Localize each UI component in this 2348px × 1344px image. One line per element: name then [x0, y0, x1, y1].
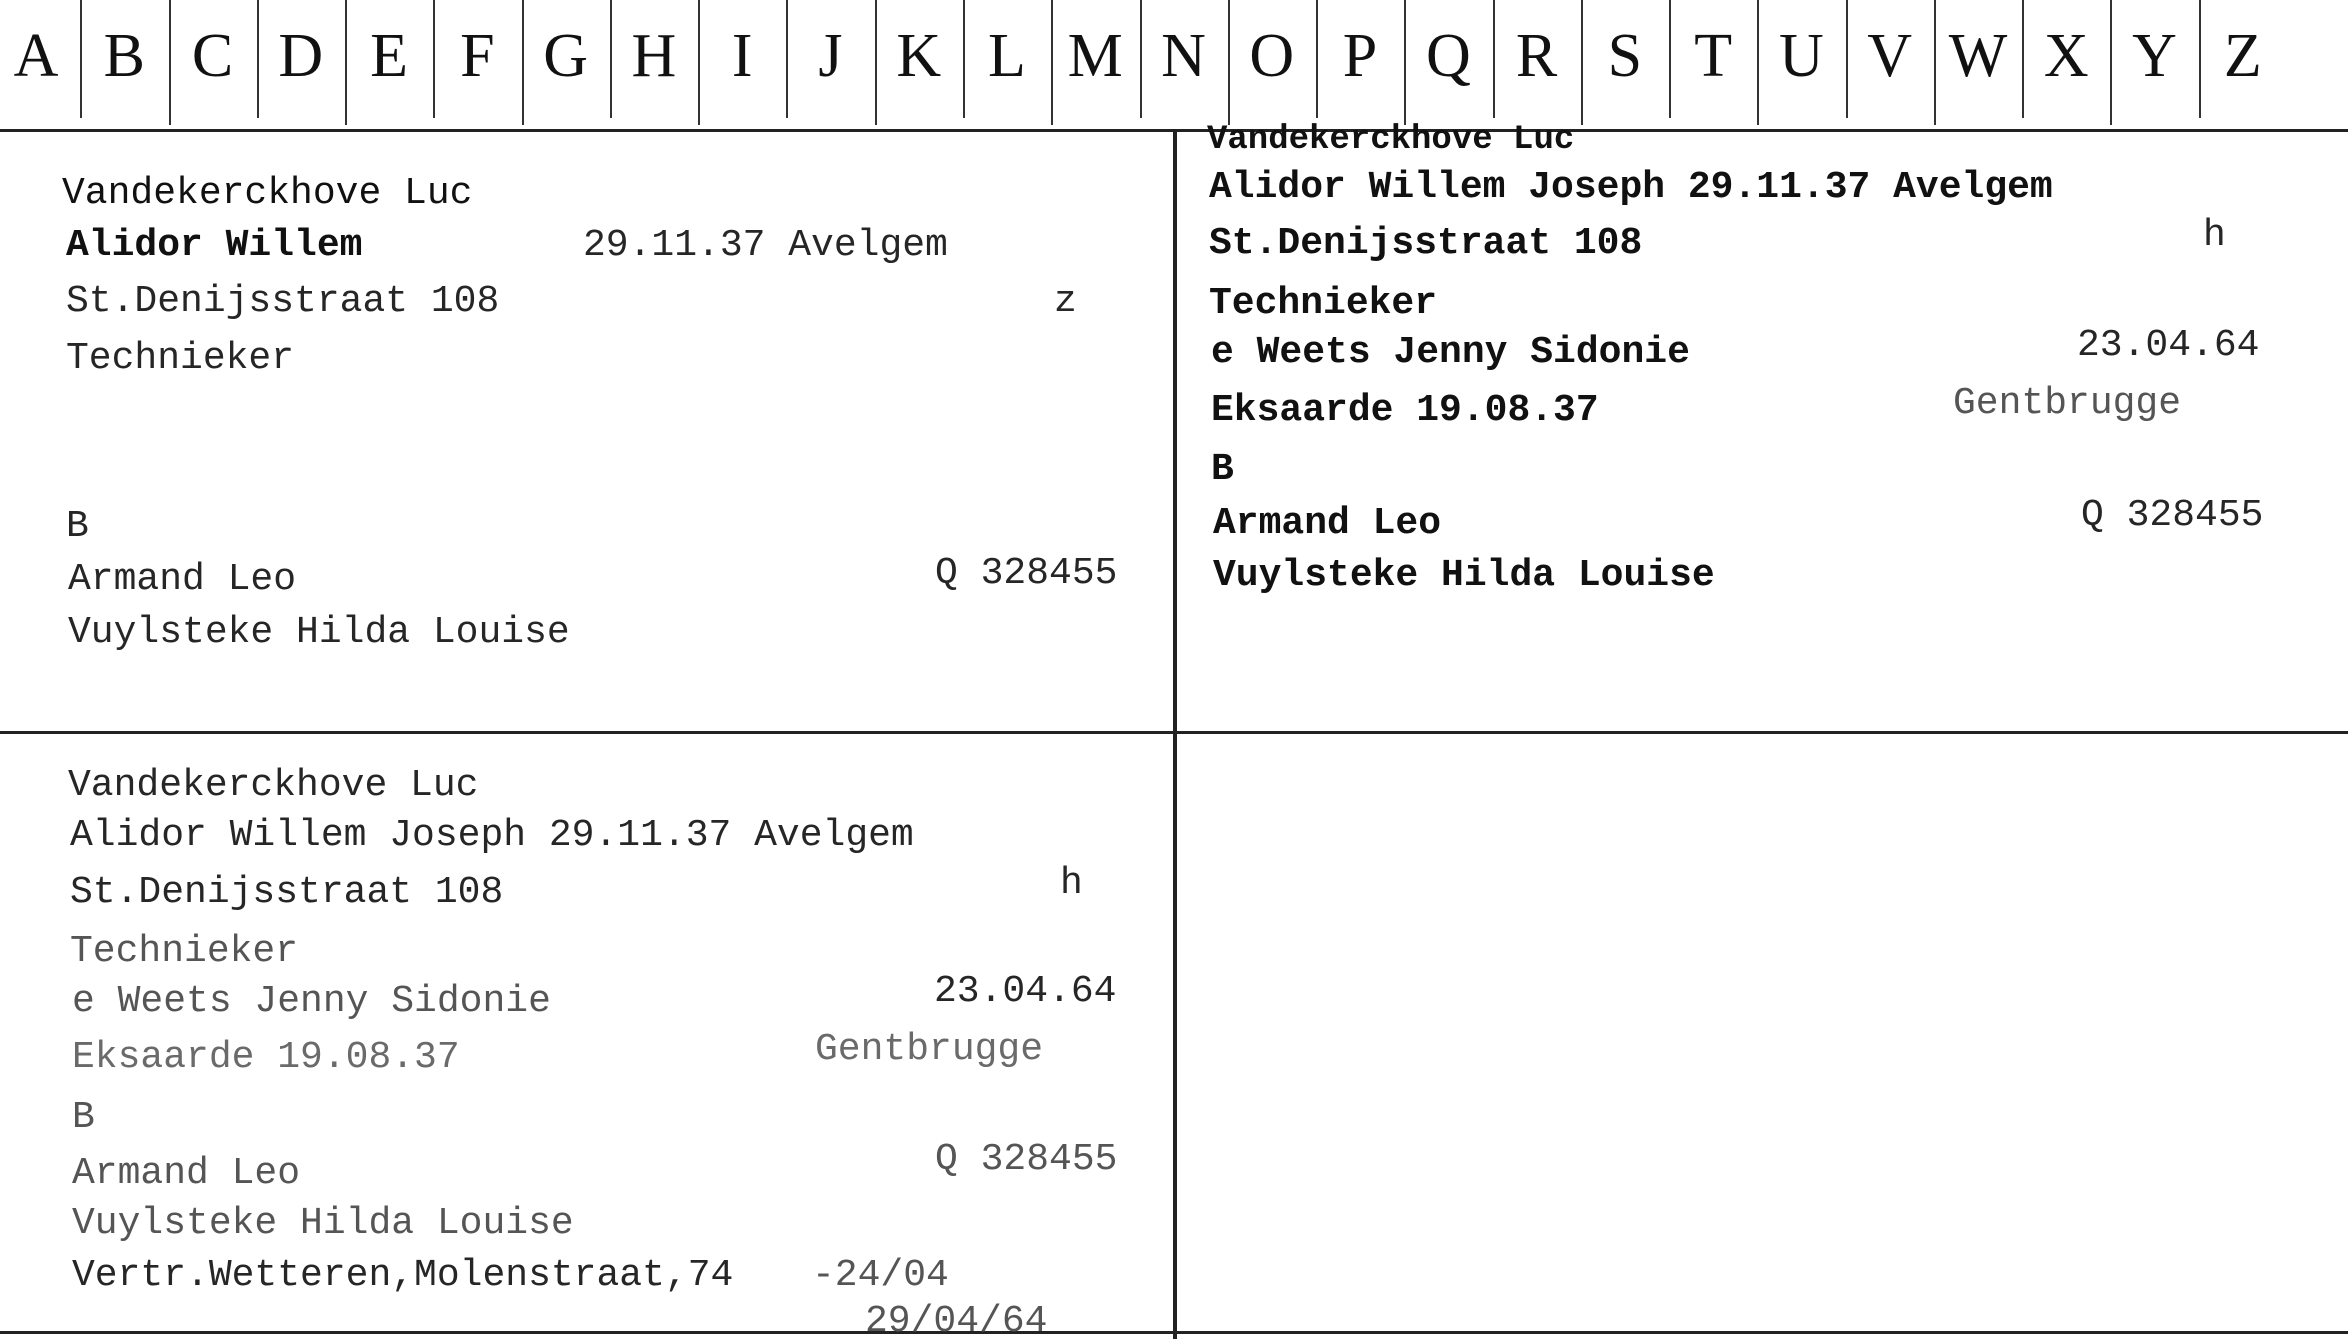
index-letter-l: L [988, 22, 1026, 90]
index-letter-x: X [2043, 22, 2089, 90]
card2-marker: h [2203, 214, 2226, 257]
index-letter-d: D [278, 22, 324, 90]
index-separator [1404, 0, 1406, 125]
card2-marriage-date: 23.04.64 [2077, 324, 2260, 367]
card1-number: Q 328455 [935, 552, 1118, 595]
card2-given-names-birth: Alidor Willem Joseph 29.11.37 Avelgem [1209, 166, 2053, 209]
index-letter-t: T [1694, 22, 1733, 90]
index-separator [1493, 0, 1495, 118]
index-letter-a: A [13, 22, 59, 90]
card2-address: St.Denijsstraat 108 [1209, 222, 1643, 265]
card2-marriage-place: Gentbrugge [1953, 382, 2182, 425]
index-separator [257, 0, 259, 118]
index-letter-m: M [1067, 22, 1123, 90]
card3-number: Q 328455 [935, 1138, 1118, 1181]
alphabet-index-header [0, 0, 2348, 130]
card1-mother: Vuylsteke Hilda Louise [68, 611, 570, 654]
index-letter-h: H [631, 22, 677, 90]
card3-moved-date: -24/04 [812, 1254, 949, 1297]
card2-code: B [1211, 448, 1234, 491]
card3-spouse-birth: Eksaarde 19.08.37 [72, 1036, 460, 1079]
card3-marker: h [1060, 862, 1083, 905]
card1-code: B [66, 505, 89, 548]
index-separator [1581, 0, 1583, 125]
index-separator [1669, 0, 1671, 118]
card1-name: Vandekerckhove Luc [62, 172, 473, 215]
index-letter-s: S [1607, 22, 1643, 90]
card3-code: B [72, 1096, 95, 1139]
card3-address: St.Denijsstraat 108 [70, 871, 504, 914]
index-letter-o: O [1249, 22, 1295, 90]
card2-spouse-birth: Eksaarde 19.08.37 [1211, 389, 1599, 432]
index-letter-q: Q [1425, 22, 1471, 90]
index-separator [2199, 0, 2201, 118]
card3-given-names-birth: Alidor Willem Joseph 29.11.37 Avelgem [70, 814, 914, 857]
index-letter-f: F [460, 22, 495, 90]
card3-name: Vandekerckhove Luc [68, 764, 479, 807]
index-letter-b: B [103, 22, 145, 90]
index-letter-j: J [818, 22, 843, 90]
card2-father: Armand Leo [1213, 502, 1442, 545]
card2-spouse: e Weets Jenny Sidonie [1211, 331, 1690, 374]
index-separator [1228, 0, 1230, 125]
index-separator [875, 0, 877, 125]
card3-moved: Vertr.Wetteren,Molenstraat,74 [72, 1254, 734, 1297]
card3-marriage-date: 23.04.64 [934, 970, 1117, 1013]
index-letter-y: Y [2132, 22, 2177, 90]
card2-name: Vandekerckhove Luc [1207, 121, 1575, 159]
card3-marriage-place: Gentbrugge [815, 1028, 1044, 1071]
index-letter-u: U [1779, 22, 1824, 90]
index-separator [610, 0, 612, 118]
card1-marker: z [1054, 280, 1077, 323]
card2-mother: Vuylsteke Hilda Louise [1213, 554, 1715, 597]
index-letter-p: P [1342, 22, 1378, 90]
index-separator [1140, 0, 1142, 118]
card1-address: St.Denijsstraat 108 [66, 280, 500, 323]
card1-given-names: Alidor Willem [66, 224, 363, 267]
index-letter-i: I [731, 22, 753, 90]
index-letter-w: W [1948, 22, 2008, 90]
index-letter-c: C [191, 22, 234, 90]
index-separator [1846, 0, 1848, 118]
index-separator [2022, 0, 2024, 118]
card3-moved-date2: 29/04/64 [865, 1300, 1048, 1343]
index-separator [786, 0, 788, 118]
index-letter-r: R [1515, 22, 1558, 90]
card1-profession: Technieker [66, 337, 295, 380]
card1-father: Armand Leo [68, 558, 297, 601]
index-letter-k: K [896, 22, 942, 90]
card2-number: Q 328455 [2081, 494, 2264, 537]
index-letter-n: N [1161, 22, 1206, 90]
index-separator [698, 0, 700, 125]
card2-profession: Technieker [1209, 282, 1438, 325]
column-divider-rule [1173, 129, 1177, 1339]
index-separator [2110, 0, 2112, 125]
index-separator [169, 0, 171, 125]
index-separator [345, 0, 347, 125]
card1-birth: 29.11.37 Avelgem [583, 224, 948, 267]
card-bottom-right-blank [1180, 736, 2348, 1330]
index-separator [1934, 0, 1936, 125]
card3-mother: Vuylsteke Hilda Louise [72, 1202, 574, 1245]
index-separator [1051, 0, 1053, 125]
card3-spouse: e Weets Jenny Sidonie [72, 980, 551, 1023]
card3-profession: Technieker [70, 930, 299, 973]
index-separator [433, 0, 435, 118]
index-separator [80, 0, 82, 118]
index-separator [1316, 0, 1318, 118]
index-separator [1757, 0, 1759, 125]
index-separator [522, 0, 524, 125]
index-letter-z: Z [2223, 22, 2262, 90]
index-letter-e: E [370, 22, 409, 90]
card3-father: Armand Leo [72, 1152, 301, 1195]
index-letter-v: V [1867, 22, 1913, 90]
index-separator [963, 0, 965, 118]
index-letter-g: G [543, 22, 588, 90]
